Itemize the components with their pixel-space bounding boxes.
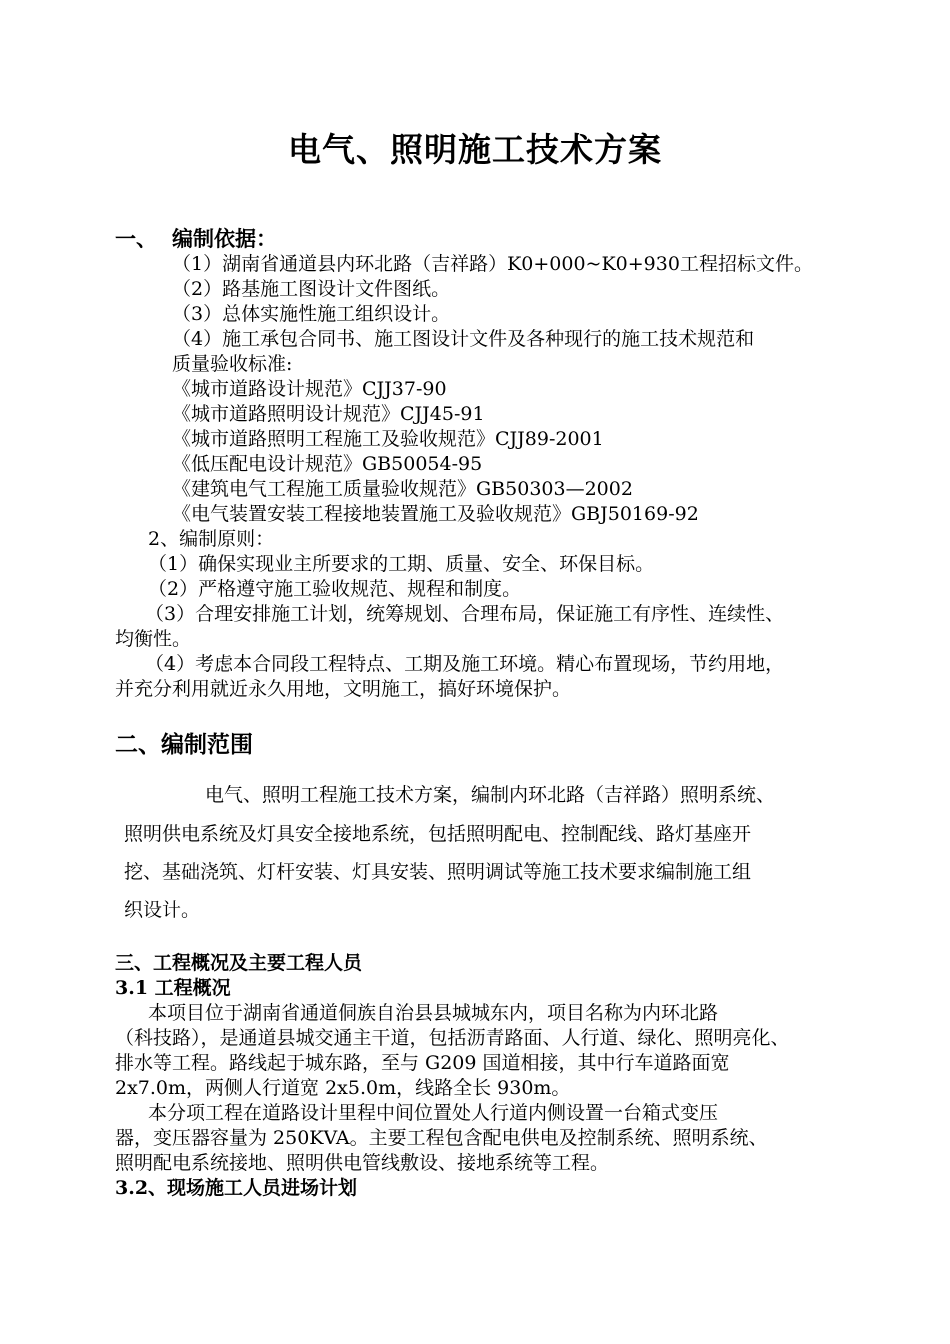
basis-item: （3）总体实施性施工组织设计。: [172, 303, 451, 325]
basis-item: （1）湖南省通道县内环北路（吉祥路）K0+000~K0+930工程招标文件。: [172, 253, 813, 275]
standard-item: 《低压配电设计规范》GB50054-95: [172, 453, 483, 475]
section-2-heading: 二、编制范围: [115, 731, 253, 758]
scope-line: 电气、照明工程施工技术方案，编制内环北路（吉祥路）照明系统、: [205, 784, 776, 806]
standard-item: 《城市道路设计规范》CJJ37-90: [172, 378, 447, 400]
overview-line: 本项目位于湖南省通道侗族自治县县城城东内，项目名称为内环北路: [148, 1002, 719, 1024]
principle-item: 均衡性。: [115, 628, 192, 650]
scope-line: 织设计。: [124, 899, 201, 921]
basis-item: （4）施工承包合同书、施工图设计文件及各种现行的施工技术规范和: [172, 328, 755, 350]
subsection-3-1-heading: 3.1 工程概况: [115, 977, 231, 999]
transformer-line: 照明配电系统接地、照明供电管线敷设、接地系统等工程。: [115, 1152, 610, 1174]
principle-item: （3）合理安排施工计划，统筹规划、合理布局，保证施工有序性、连续性、: [145, 603, 785, 625]
standard-item: 《电气装置安装工程接地装置施工及验收规范》GBJ50169-92: [172, 503, 699, 525]
section-1-heading: 编制依据：: [172, 226, 277, 251]
principle-item: 并充分利用就近永久用地，文明施工，搞好环境保护。: [115, 678, 572, 700]
principle-item: （1）确保实现业主所要求的工期、质量、安全、环保目标。: [148, 553, 655, 575]
overview-line: 排水等工程。路线起于城东路，至与 G209 国道相接，其中行车道路面宽: [115, 1052, 730, 1074]
scope-line: 照明供电系统及灯具安全接地系统，包括照明配电、控制配线、路灯基座开: [124, 823, 752, 845]
document-title: 电气、照明施工技术方案: [288, 130, 662, 169]
overview-line: 2x7.0m，两侧人行道宽 2x5.0m，线路全长 930m。: [115, 1077, 571, 1099]
principle-heading: 2、编制原则：: [148, 528, 275, 550]
basis-item: 质量验收标准:: [172, 353, 293, 375]
subsection-3-2-heading: 3.2、现场施工人员进场计划: [115, 1177, 358, 1199]
standard-item: 《建筑电气工程施工质量验收规范》GB50303—2002: [172, 478, 633, 500]
transformer-line: 器，变压器容量为 250KVA。主要工程包含配电供电及控制系统、照明系统、: [115, 1127, 768, 1149]
section-3-heading: 三、工程概况及主要工程人员: [115, 952, 363, 974]
standard-item: 《城市道路照明设计规范》CJJ45-91: [172, 403, 485, 425]
principle-item: （2）严格遵守施工验收规范、规程和制度。: [148, 578, 522, 600]
section-1-number: 一、: [115, 226, 157, 251]
overview-line: （科技路），是通道县城交通主干道，包括沥青路面、人行道、绿化、照明亮化、: [115, 1027, 790, 1049]
basis-item: （2）路基施工图设计文件图纸。: [172, 278, 451, 300]
standard-item: 《城市道路照明工程施工及验收规范》CJJ89-2001: [172, 428, 604, 450]
principle-item: （4）考虑本合同段工程特点、工期及施工环境。精心布置现场，节约用地，: [145, 653, 785, 675]
transformer-line: 本分项工程在道路设计里程中间位置处人行道内侧设置一台箱式变压: [148, 1102, 719, 1124]
scope-line: 挖、基础浇筑、灯杆安装、灯具安装、照明调试等施工技术要求编制施工组: [124, 861, 752, 883]
